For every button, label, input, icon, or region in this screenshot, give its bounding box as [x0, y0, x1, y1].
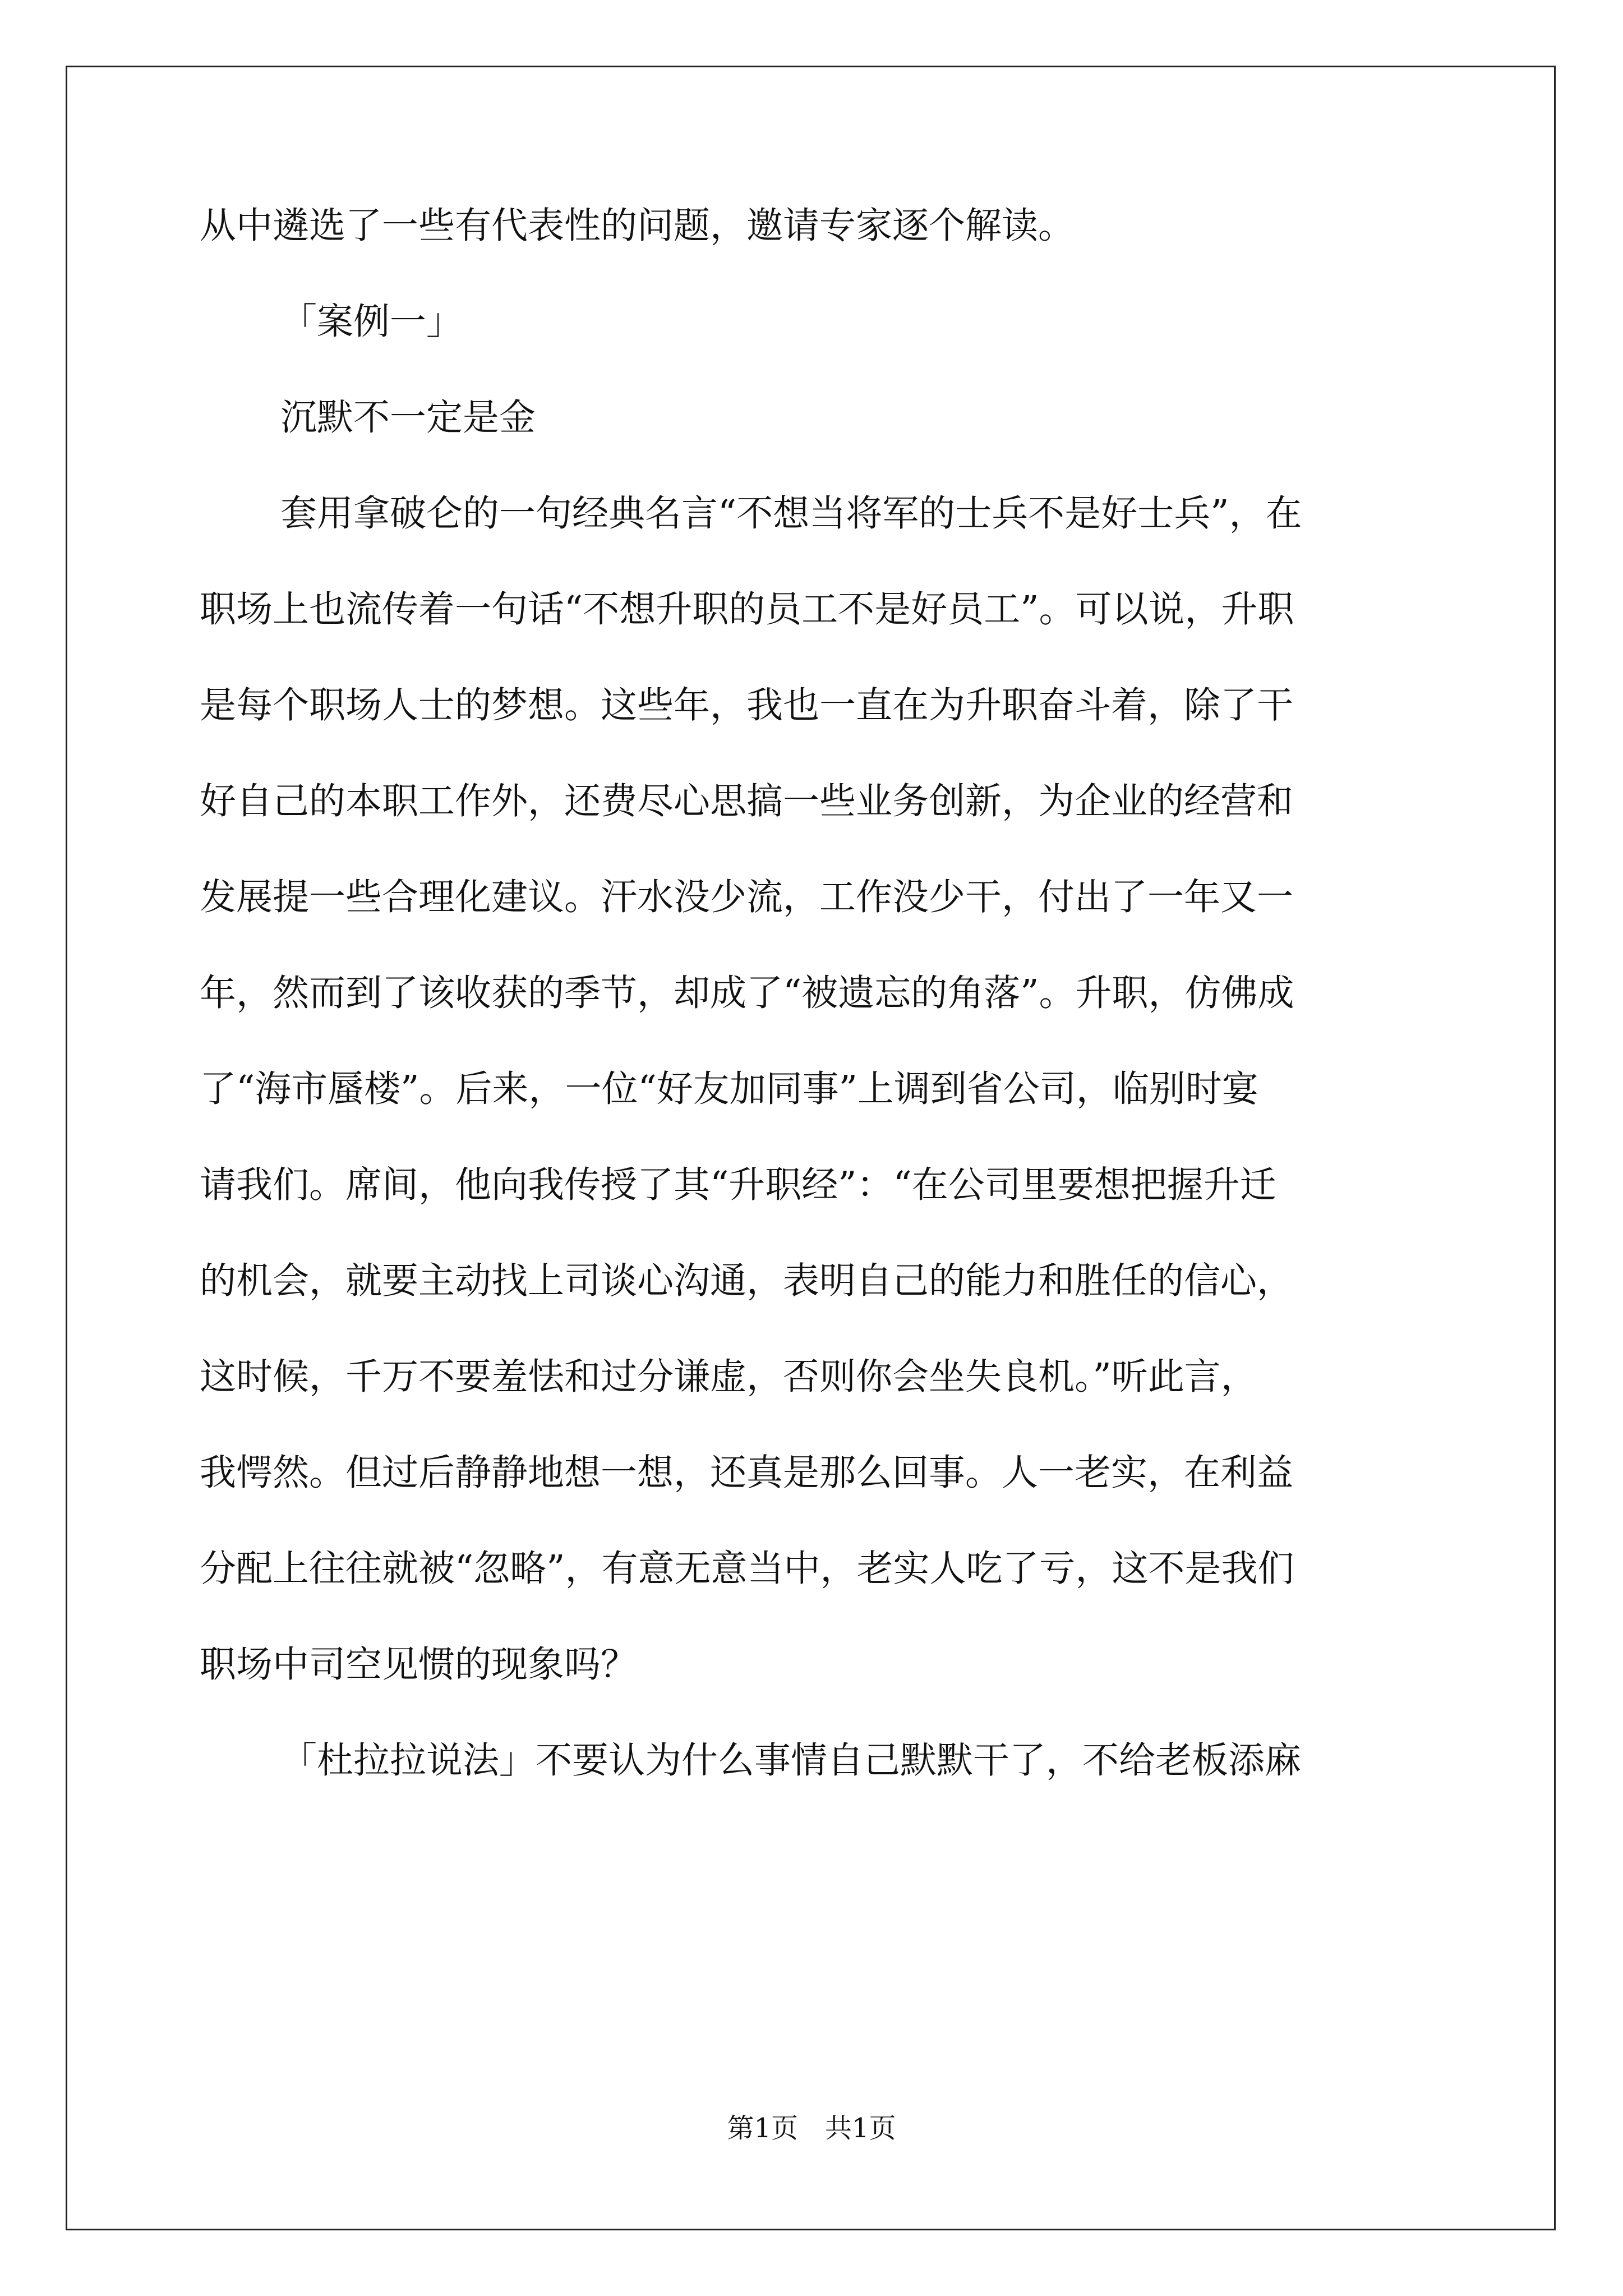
- page-border: [66, 66, 1556, 2230]
- text-line-6: 是每个职场人士的梦想。这些年，我也一直在为升职奋斗着，除了干: [200, 684, 1294, 726]
- text-line-10: 了“海市蜃楼”。后来，一位“好友加同事”上调到省公司，临别时宴: [200, 1068, 1258, 1110]
- text-line-8: 发展提一些合理化建议。汗水没少流，工作没少干，付出了一年又一: [200, 876, 1294, 918]
- text-line-11: 请我们。席间，他向我传授了其“升职经”：“在公司里要想把握升迁: [200, 1164, 1276, 1206]
- text-line-12: 的机会，就要主动找上司谈心沟通，表明自己的能力和胜任的信心，: [200, 1260, 1294, 1302]
- text-line-14: 我愕然。但过后静静地想一想，还真是那么回事。人一老实，在利益: [200, 1452, 1294, 1494]
- text-line-15: 分配上往往就被“忽略”，有意无意当中，老实人吃了亏，这不是我们: [200, 1548, 1294, 1590]
- text-line-9: 年，然而到了该收获的季节，却成了“被遗忘的角落”。升职，仿佛成: [200, 972, 1294, 1014]
- text-line-5: 职场上也流传着一句话“不想升职的员工不是好员工”。可以说，升职: [200, 588, 1294, 631]
- text-line-17: 「杜拉拉说法」不要认为什么事情自己默默干了，不给老板添麻: [280, 1740, 1302, 1782]
- page-number: 第1页 共1页: [727, 2113, 896, 2144]
- text-line-4: 套用拿破仑的一句经典名言“不想当将军的士兵不是好士兵”，在: [280, 493, 1302, 535]
- text-line-7: 好自己的本职工作外，还费尽心思搞一些业务创新，为企业的经营和: [200, 780, 1294, 822]
- text-line-1: 从中遴选了一些有代表性的问题，邀请专家逐个解读。: [200, 205, 1075, 247]
- section-title: 沉默不一定是金: [280, 397, 536, 439]
- text-line-16: 职场中司空见惯的现象吗？: [200, 1644, 638, 1686]
- text-line-13: 这时候，千万不要羞怯和过分谦虚，否则你会坐失良机。”听此言，: [200, 1356, 1257, 1398]
- case-heading: 「案例一」: [280, 301, 463, 343]
